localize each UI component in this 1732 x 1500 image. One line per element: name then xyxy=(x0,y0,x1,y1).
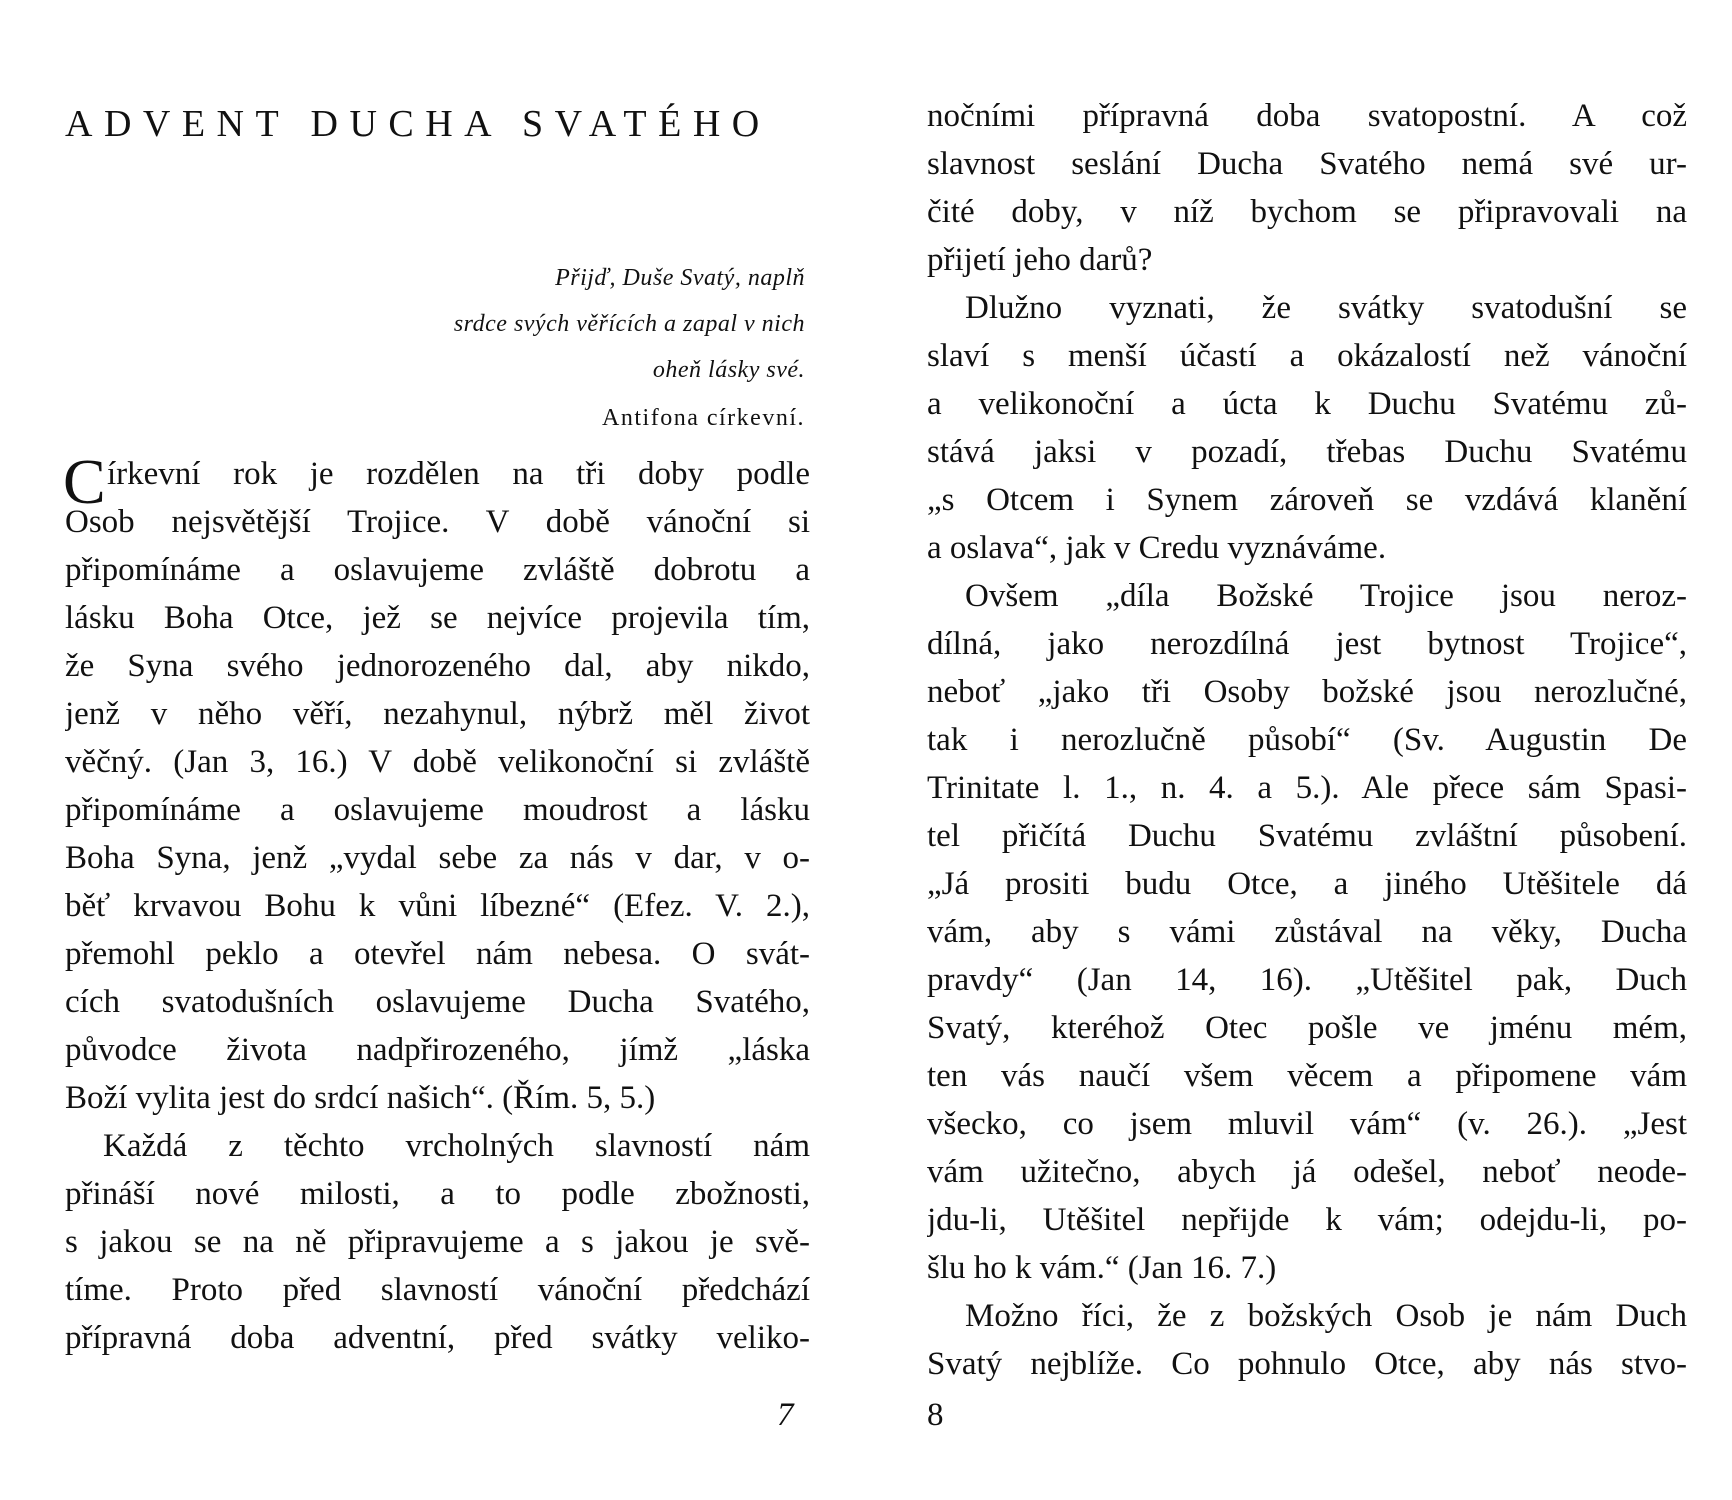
text-line: Boha Syna, jenž „vydal sebe za nás v dar, v o- xyxy=(65,840,810,876)
text-line: přípravná doba adventní, před svátky veliko- xyxy=(65,1320,810,1356)
text-line: jenž v něho věří, nezahynul, nýbrž měl život xyxy=(65,696,810,732)
right-body-text xyxy=(927,92,1687,1388)
text-line: původce života nadpřirozeného, jímž „láska xyxy=(65,1032,810,1068)
text-line: Dlužno vyznati, že svátky svatodušní se xyxy=(965,290,1687,326)
text-line: a velikonoční a úcta k Duchu Svatému zů- xyxy=(927,386,1687,422)
text-line: Možno říci, že z božských Osob je nám Duch xyxy=(965,1298,1687,1334)
text-line: jdu-li, Utěšitel nepřijde k vám; odejdu-li, po- xyxy=(927,1202,1687,1238)
text-line: lásku Boha Otce, jež se nejvíce projevila tím, xyxy=(65,600,810,636)
text-line: ten vás naučí všem věcem a připomene vám xyxy=(927,1058,1687,1094)
epigraph-line: Přijď, Duše Svatý, naplň xyxy=(555,265,805,291)
text-line: Každá z těchto vrcholných slavností nám xyxy=(103,1128,810,1164)
text-line: Trinitate l. 1., n. 4. a 5.). Ale přece sám Spasi- xyxy=(927,770,1687,806)
text-line: stává jaksi v pozadí, třebas Duchu Svatému xyxy=(927,434,1687,470)
left-page xyxy=(65,0,810,1500)
epigraph-line: srdce svých věřících a zapal v nich xyxy=(453,311,805,337)
right-page xyxy=(927,0,1687,1500)
text-line: slaví s menší účastí a okázalostí než vánoční xyxy=(927,338,1687,374)
text-line: věčný. (Jan 3, 16.) V době velikonoční si zvláště xyxy=(65,744,810,780)
text-line: běť krvavou Bohu k vůni líbezné“ (Efez. V. 2.), xyxy=(65,888,810,924)
text-line: vám, aby s vámi zůstával na věky, Ducha xyxy=(927,914,1687,950)
text-line: Svatý nejblíže. Co pohnulo Otce, aby nás stvo- xyxy=(927,1346,1687,1382)
text-line: přináší nové milosti, a to podle zbožnosti, xyxy=(65,1176,810,1212)
text-line: tíme. Proto před slavností vánoční předchází xyxy=(65,1272,810,1308)
text-line: a oslava“, jak v Credu vyznáváme. xyxy=(927,530,1387,566)
text-line: připomínáme a oslavujeme moudrost a lásku xyxy=(65,792,810,828)
epigraph-source: Antifona církevní. xyxy=(602,405,805,431)
text-line: slavnost seslání Ducha Svatého nemá své ur- xyxy=(927,146,1687,182)
text-line: s jakou se na ně připravujeme a s jakou je svě- xyxy=(65,1224,810,1260)
text-line: cích svatodušních oslavujeme Ducha Svatého, xyxy=(65,984,810,1020)
page-number: 7 xyxy=(777,1397,794,1433)
text-line: tak i nerozlučně působí“ (Sv. Augustin De xyxy=(927,722,1687,758)
text-line: čité doby, v níž bychom se připravovali na xyxy=(927,194,1687,230)
drop-cap: C xyxy=(63,446,106,517)
text-line: připomínáme a oslavujeme zvláště dobrotu a xyxy=(65,552,810,588)
text-line: tel přičítá Duchu Svatému zvláštní působení. xyxy=(927,818,1687,854)
text-line: přijetí jeho darů? xyxy=(927,242,1153,278)
text-line: „s Otcem i Synem zároveň se vzdává klanění xyxy=(927,482,1687,518)
text-line: Boží vylita jest do srdcí našich“. (Řím. 5, 5.) xyxy=(65,1080,656,1116)
epigraph xyxy=(65,255,805,441)
epigraph-line: oheň lásky své. xyxy=(652,357,805,383)
text-line: pravdy“ (Jan 14, 16). „Utěšitel pak, Duch xyxy=(927,962,1687,998)
text-line: írkevní rok je rozdělen na tři doby podle xyxy=(107,456,810,492)
chapter-title: ADVENT DUCHA SVATÉHO xyxy=(65,103,771,145)
text-line: všecko, co jsem mluvil vám“ (v. 26.). „Jest xyxy=(927,1106,1687,1142)
text-line: šlu ho k vám.“ (Jan 16. 7.) xyxy=(927,1250,1277,1286)
text-line: nočními přípravná doba svatopostní. A což xyxy=(927,98,1687,134)
text-line: přemohl peklo a otevřel nám nebesa. O svát- xyxy=(65,936,810,972)
page-number: 8 xyxy=(927,1397,944,1433)
text-line: že Syna svého jednorozeného dal, aby nikdo, xyxy=(65,648,810,684)
left-body-text xyxy=(63,446,810,1362)
text-line: Osob nejsvětější Trojice. V době vánoční si xyxy=(65,504,810,540)
text-line: Ovšem „díla Božské Trojice jsou neroz- xyxy=(965,578,1687,614)
text-line: „Já prositi budu Otce, a jiného Utěšitele dá xyxy=(927,866,1687,902)
text-line: neboť „jako tři Osoby božské jsou nerozlučné, xyxy=(927,674,1687,710)
text-line: dílná, jako nerozdílná jest bytnost Trojice“, xyxy=(927,626,1687,662)
text-line: vám užitečno, abych já odešel, neboť neode- xyxy=(927,1154,1687,1190)
text-line: Svatý, kteréhož Otec pošle ve jménu mém, xyxy=(927,1010,1687,1046)
